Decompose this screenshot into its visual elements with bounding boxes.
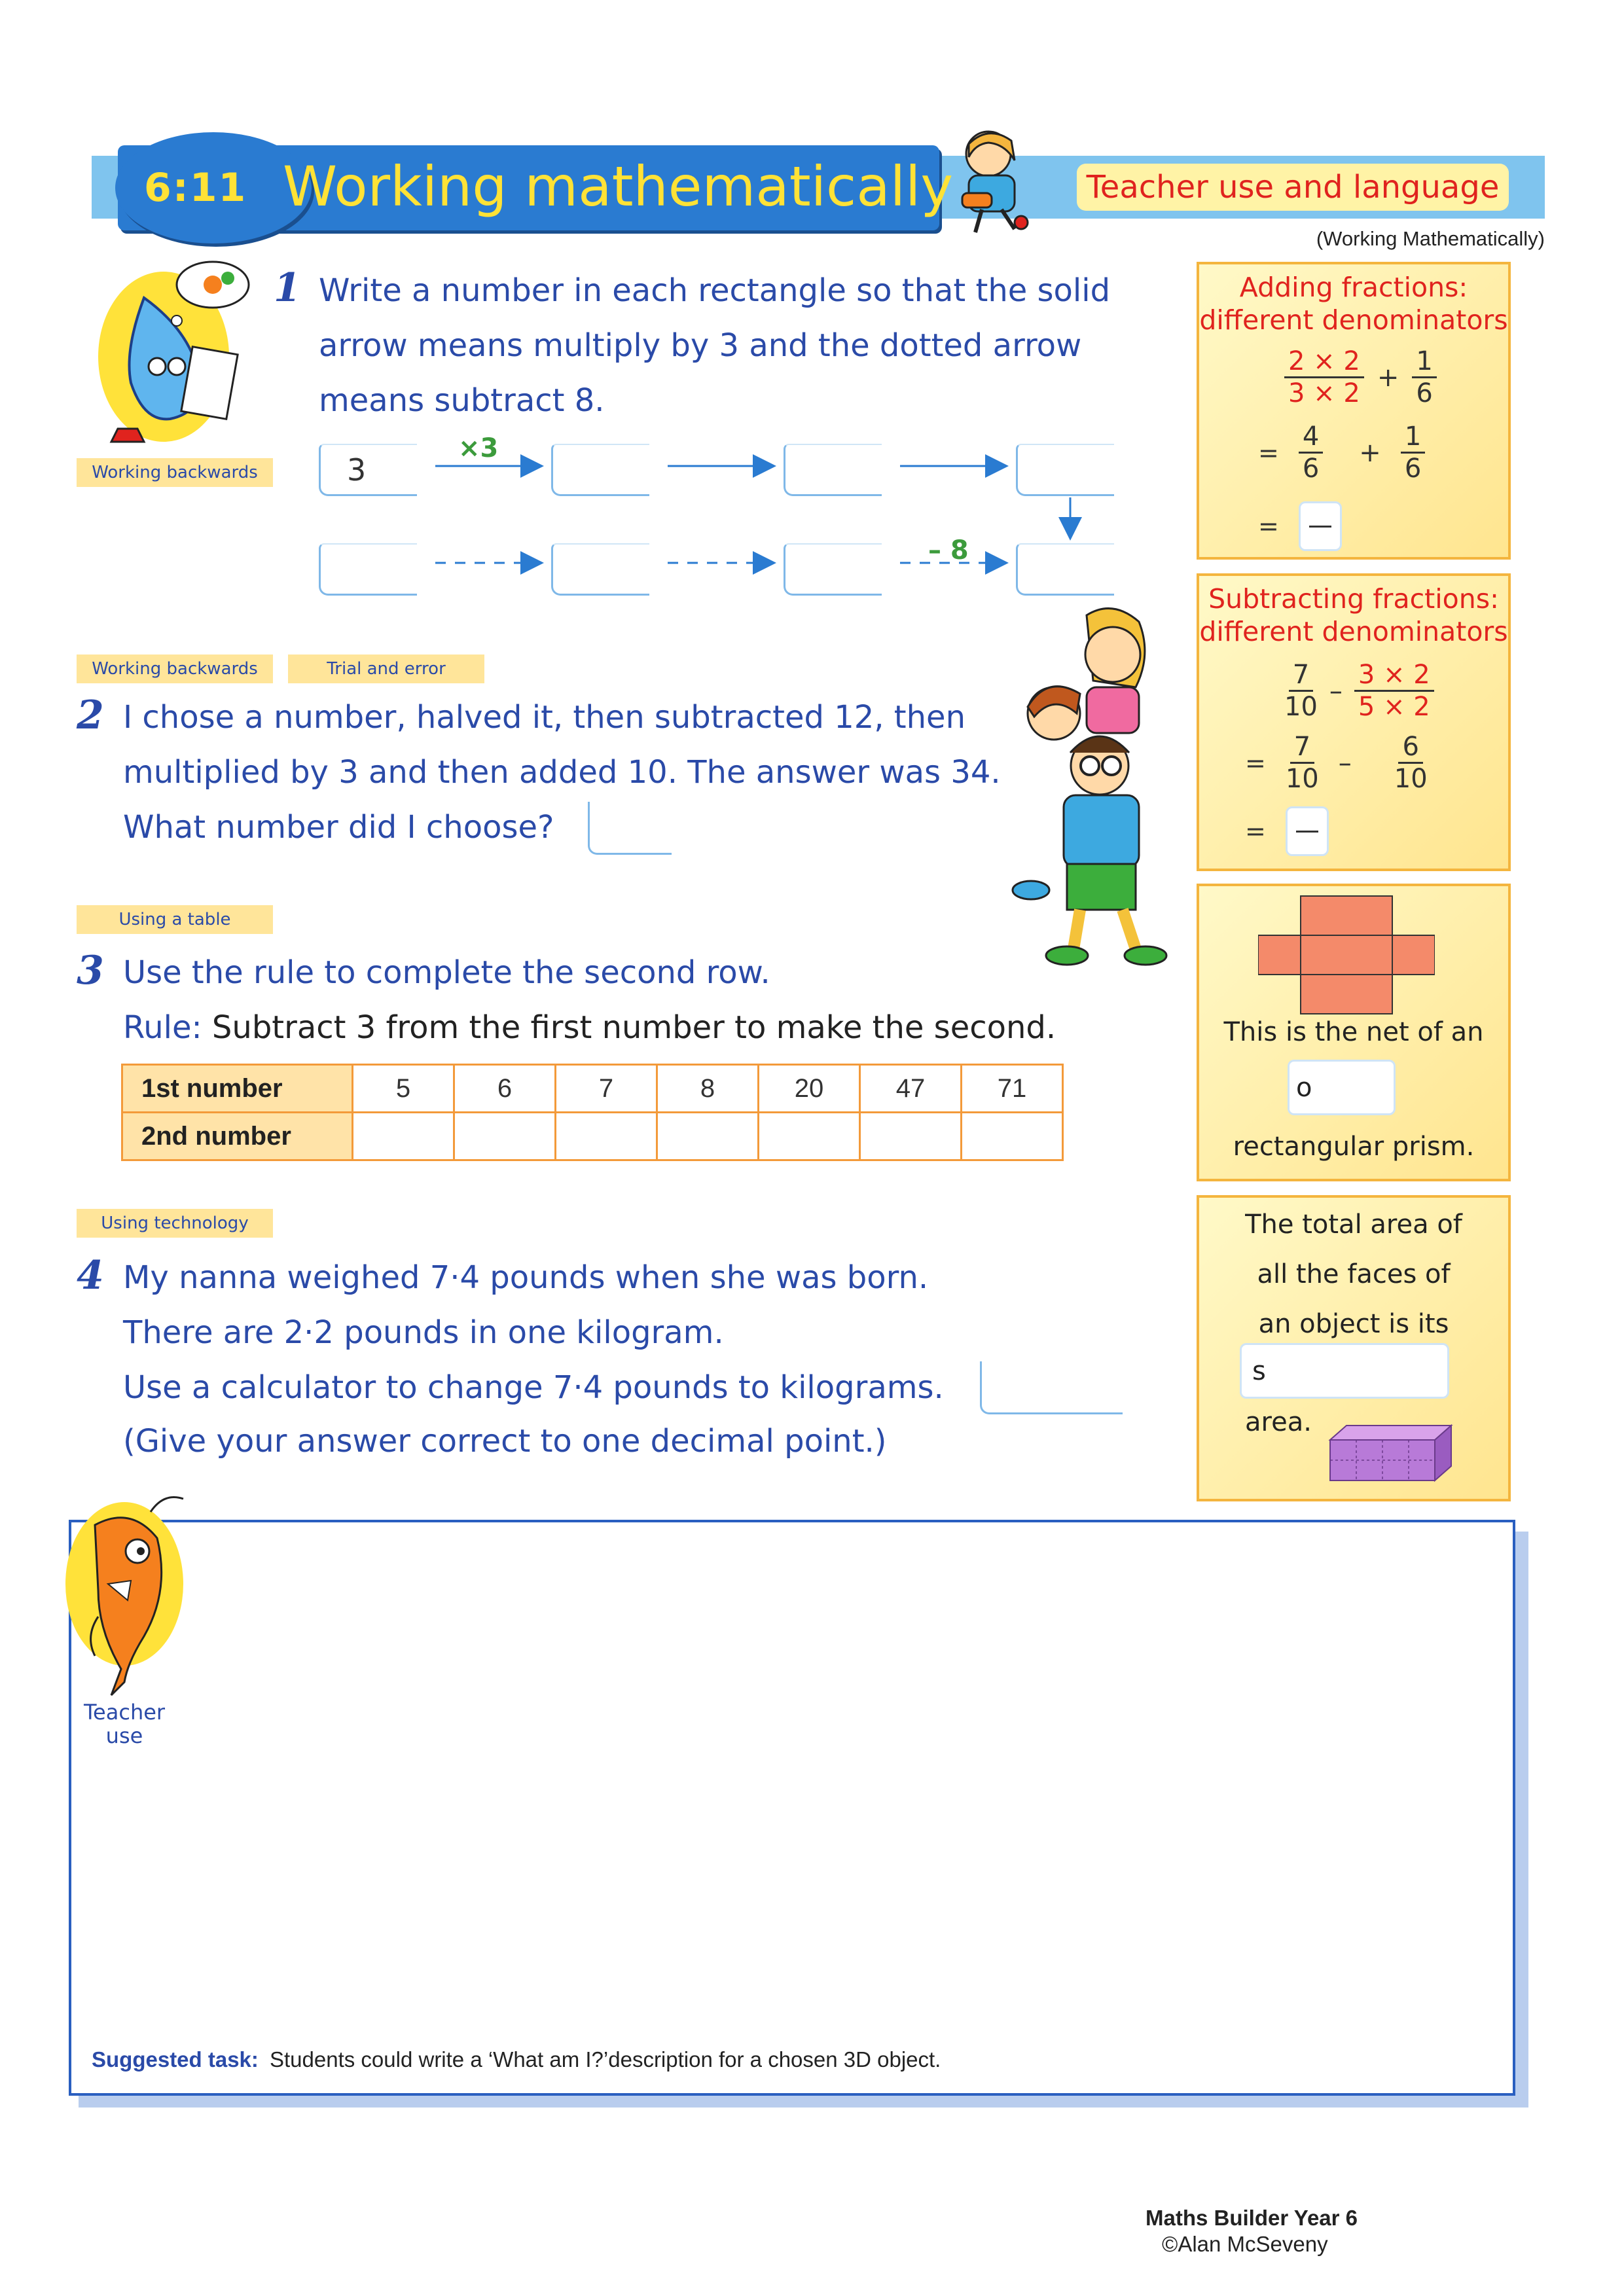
net-panel xyxy=(1197,884,1511,1181)
subtracting-step-1: $\frac{7}{10}$ – $\frac{3 \times 2}{5 \times 2}$ xyxy=(1284,660,1434,722)
area-answer-start: s xyxy=(1252,1355,1266,1386)
girl-mascot-illustration xyxy=(943,124,1060,236)
cube-net-illustration xyxy=(1258,893,1435,1017)
table-row-2nd xyxy=(122,1113,1063,1160)
fraction: $\frac{1}{6}$ xyxy=(1401,422,1425,484)
table-answer-cell[interactable] xyxy=(860,1113,962,1160)
adding-fractions-panel xyxy=(1197,262,1511,560)
table-row-1st xyxy=(122,1065,1063,1113)
adding-title-1: Adding fractions: xyxy=(1239,272,1468,303)
rule-text: Subtract 3 from the first number to make the second. xyxy=(211,1009,1056,1046)
adding-step-1: $\frac{2 \times 2}{3 \times 2}$ + $\frac{1}{6}$ xyxy=(1284,346,1437,408)
suggested-task-text: Students could write a ‘What am I?’description for a chosen 3D object. xyxy=(270,2047,941,2072)
question-1-line-3: means subtract 8. xyxy=(319,382,605,419)
table-cell: 47 xyxy=(860,1065,962,1113)
page-subtitle: (Working Mathematically) xyxy=(1316,227,1545,250)
fraction: $\frac{4}{6}$ xyxy=(1299,422,1323,484)
tag-working-backwards-2: Working backwards xyxy=(77,655,273,683)
table-cell: 20 xyxy=(759,1065,860,1113)
tag-using-a-table: Using a table xyxy=(77,905,273,934)
chain-box-6[interactable] xyxy=(784,543,882,596)
rule-table xyxy=(121,1064,1064,1161)
teacher-use-label: Teacher use xyxy=(83,1700,166,1748)
section-number: 6:11 xyxy=(144,165,247,211)
net-answer-start: o xyxy=(1296,1072,1312,1103)
fraction: $\frac{6}{10}$ xyxy=(1394,732,1428,794)
adding-title-2: different denominators xyxy=(1199,304,1508,336)
cuboid-illustration xyxy=(1327,1420,1454,1486)
area-text-2: all the faces of xyxy=(1257,1259,1451,1289)
fraction: $\frac{7}{10}$ xyxy=(1285,732,1319,794)
table-answer-cell[interactable] xyxy=(454,1113,556,1160)
fish-character-illustration xyxy=(59,1486,190,1702)
fraction: $\frac{7}{10}$ xyxy=(1284,660,1318,722)
table-cell: 7 xyxy=(556,1065,657,1113)
subtracting-step-3: = xyxy=(1245,806,1329,856)
subtracting-title-2: different denominators xyxy=(1199,616,1508,647)
question-4-answer-box[interactable] xyxy=(980,1361,1123,1414)
teacher-use-chip: Teacher use and language xyxy=(1077,164,1509,211)
children-illustration xyxy=(995,602,1191,969)
area-text-1: The total area of xyxy=(1245,1210,1462,1240)
page-title: Working mathematically xyxy=(283,154,954,219)
question-3-number: 3 xyxy=(77,948,104,994)
rule-label: Rule: xyxy=(123,1009,202,1046)
area-text-4: area. xyxy=(1245,1407,1312,1437)
surface-area-panel xyxy=(1197,1195,1511,1501)
table-cell: 5 xyxy=(353,1065,454,1113)
question-4-number: 4 xyxy=(77,1253,104,1299)
table-answer-cell[interactable] xyxy=(657,1113,759,1160)
book-title: Maths Builder Year 6 xyxy=(1146,2206,1358,2230)
table-cell: 6 xyxy=(454,1065,556,1113)
net-text-1: This is the net of an xyxy=(1223,1017,1484,1047)
area-text-3: an object is its xyxy=(1258,1309,1449,1339)
question-4-line-3: Use a calculator to change 7·4 pounds to kilograms. xyxy=(123,1369,944,1406)
net-text-2: rectangular prism. xyxy=(1233,1132,1475,1162)
chain-start-value: 3 xyxy=(347,452,367,488)
question-2-number: 2 xyxy=(77,692,104,738)
table-answer-cell[interactable] xyxy=(353,1113,454,1160)
adding-answer-box[interactable] xyxy=(1299,501,1342,551)
arrow-chain-diagram xyxy=(311,432,1136,602)
question-2-line-2: multiplied by 3 and then added 10. The answer was 34. xyxy=(123,754,1001,791)
chain-box-4[interactable] xyxy=(1016,444,1114,496)
fraction: $\frac{3 \times 2}{5 \times 2}$ xyxy=(1354,660,1434,722)
adding-step-2: = $\frac{4}{6}$ + $\frac{1}{6}$ xyxy=(1258,422,1425,484)
table-answer-cell[interactable] xyxy=(962,1113,1063,1160)
question-2-answer-box[interactable] xyxy=(588,802,672,855)
table-answer-cell[interactable] xyxy=(759,1113,860,1160)
row-header-2nd: 2nd number xyxy=(122,1113,353,1160)
chain-box-start xyxy=(319,444,417,496)
question-2-line-3: What number did I choose? xyxy=(123,809,554,846)
net-answer-box[interactable] xyxy=(1288,1060,1396,1115)
subtracting-title-1: Subtracting fractions: xyxy=(1208,583,1499,615)
drop-character-illustration xyxy=(72,259,255,448)
multiply-label: ×3 xyxy=(458,433,499,463)
question-4-line-4: (Give your answer correct to one decimal point.) xyxy=(123,1423,887,1460)
subtracting-answer-box[interactable] xyxy=(1286,806,1329,856)
table-cell: 71 xyxy=(962,1065,1063,1113)
subtract-label: – 8 xyxy=(928,535,969,565)
question-2-line-1: I chose a number, halved it, then subtracted 12, then xyxy=(123,699,965,736)
question-1-number: 1 xyxy=(274,265,301,311)
tag-trial-and-error: Trial and error xyxy=(288,655,484,683)
chain-box-7[interactable] xyxy=(551,543,649,596)
tag-using-technology: Using technology xyxy=(77,1209,273,1238)
chain-box-5[interactable] xyxy=(1016,543,1114,596)
table-answer-cell[interactable] xyxy=(556,1113,657,1160)
area-answer-box[interactable] xyxy=(1240,1343,1449,1399)
teacher-use-box[interactable] xyxy=(69,1520,1515,2096)
question-3-line-1: Use the rule to complete the second row. xyxy=(123,954,770,991)
tag-working-backwards: Working backwards xyxy=(77,458,273,487)
fraction: $\frac{1}{6}$ xyxy=(1412,346,1436,408)
suggested-task-label: Suggested task: xyxy=(92,2047,259,2072)
adding-step-3: = xyxy=(1258,501,1342,551)
question-4-line-2: There are 2·2 pounds in one kilogram. xyxy=(123,1314,724,1351)
chain-box-2[interactable] xyxy=(551,444,649,496)
subtracting-step-2: = $\frac{7}{10}$ – $\frac{6}{10}$ xyxy=(1245,732,1428,794)
fraction: $\frac{2 \times 2}{3 \times 2}$ xyxy=(1284,346,1364,408)
author-credit: ©Alan McSeveny xyxy=(1162,2232,1328,2256)
table-cell: 8 xyxy=(657,1065,759,1113)
question-3-rule xyxy=(123,1000,1056,1055)
chain-box-8[interactable] xyxy=(319,543,417,596)
chain-box-3[interactable] xyxy=(784,444,882,496)
question-4-line-1: My nanna weighed 7·4 pounds when she was born. xyxy=(123,1259,929,1296)
question-1-line-2: arrow means multiply by 3 and the dotted arrow xyxy=(319,327,1082,364)
subtracting-fractions-panel xyxy=(1197,573,1511,871)
row-header-1st: 1st number xyxy=(122,1065,353,1113)
question-1-line-1: Write a number in each rectangle so that the solid xyxy=(319,272,1111,309)
